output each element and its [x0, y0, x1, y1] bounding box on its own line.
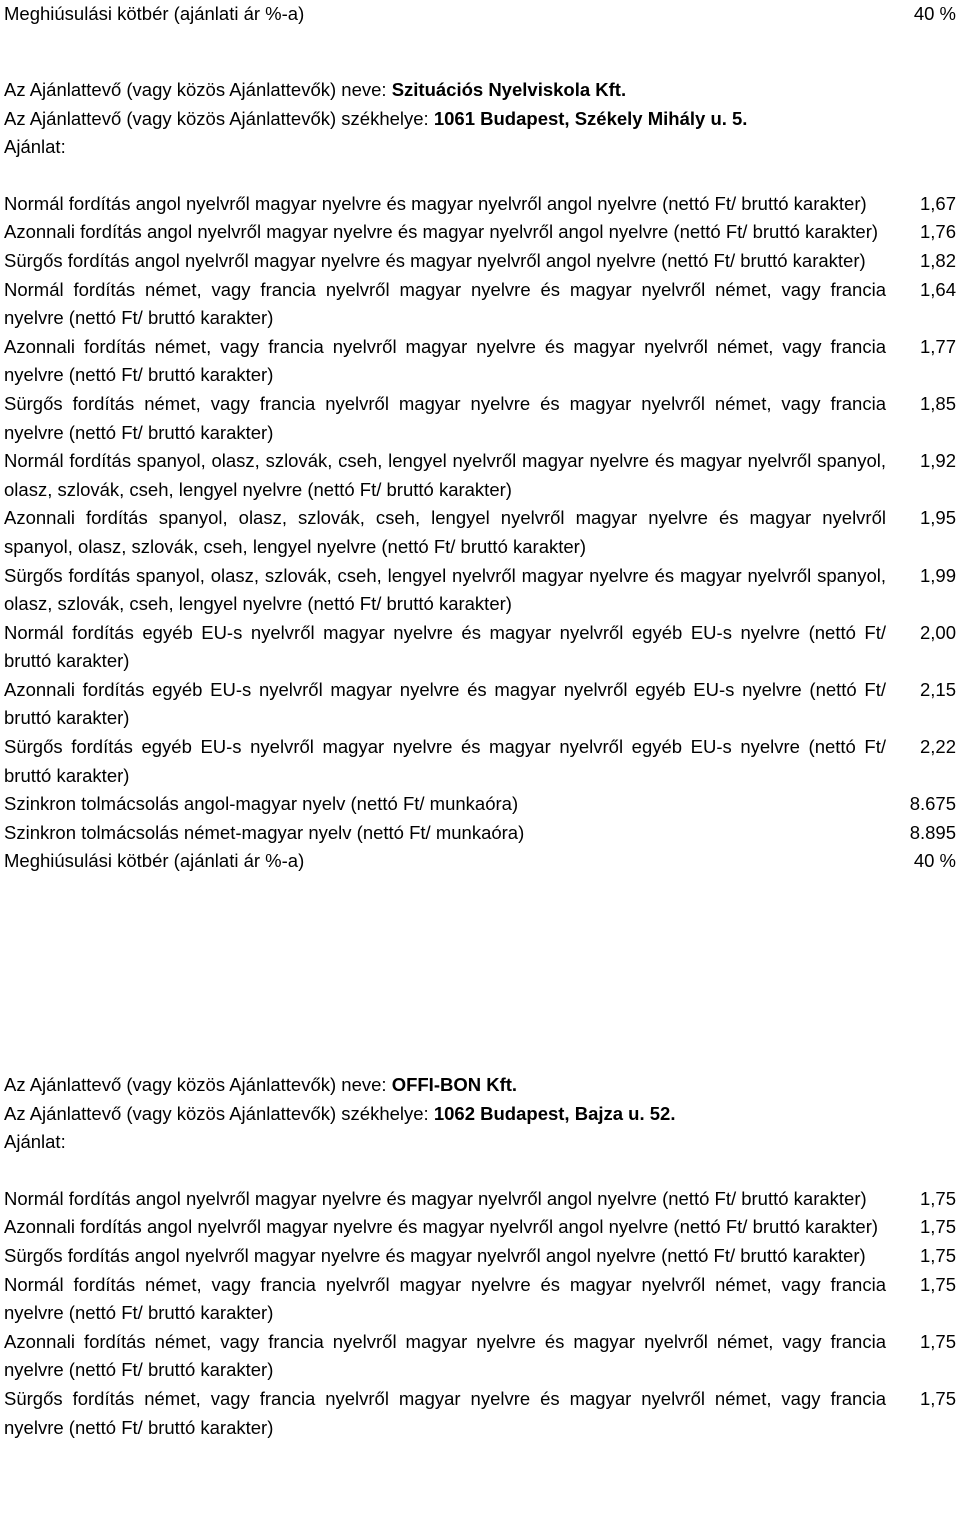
bidder-seat-prefix: Az Ajánlattevő (vagy közös Ajánlattevők) székhelye:	[4, 107, 434, 129]
offer-item-label: Normál fordítás egyéb EU-s nyelvről magyar nyelvre és magyar nyelvről egyéb EU-s nyelvre (nettó Ft/ bruttó karakter)	[4, 621, 886, 672]
offer-item	[4, 1385, 956, 1442]
offer-item	[4, 562, 956, 619]
penalty-line-top	[4, 0, 956, 29]
offer-item-label: Sürgős fordítás német, vagy francia nyelvről magyar nyelvre és magyar nyelvről német, vagy francia nyelvre (nettó Ft/ bruttó karakter)	[4, 392, 886, 443]
offer-item-value: 1,75	[919, 1273, 956, 1295]
offer-item-label: Sürgős fordítás német, vagy francia nyelvről magyar nyelvre és magyar nyelvről német, vagy francia nyelvre (nettó Ft/ bruttó karakter)	[4, 1387, 886, 1438]
offer-item	[4, 447, 956, 504]
offer-item-value: 1,99	[919, 564, 956, 586]
offer-item-label: Normál fordítás spanyol, olasz, szlovák, cseh, lengyel nyelvről magyar nyelvre és magyar nyelvről spanyol, olasz, szlovák, cseh, lengyel nyelvre (nettó Ft/ bruttó karakter)	[4, 450, 886, 500]
offer-item-value: 1,64	[919, 278, 956, 300]
offer-item-value: 8.675	[909, 793, 956, 815]
offer-item	[4, 733, 956, 790]
offer-item-label: Azonnali fordítás spanyol, olasz, szlovák, cseh, lengyel nyelvről magyar nyelvre és magyar nyelvről spanyol, olasz, szlovák, cseh, lengyel nyelvre (nettó Ft/ bruttó karakter)	[4, 507, 886, 557]
offer-item-label: Normál fordítás angol nyelvről magyar nyelvre és magyar nyelvről angol nyelvre (nettó Ft/ bruttó karakter)	[4, 192, 867, 214]
offer-item	[4, 1242, 956, 1271]
offer-item-value: 1,95	[919, 507, 956, 529]
penalty-value: 40 %	[913, 3, 956, 24]
bidder-name-prefix: Az Ajánlattevő (vagy közös Ajánlattevők) neve:	[4, 79, 392, 100]
offer-item-label: Meghiúsulási kötbér (ajánlati ár %-a)	[4, 850, 305, 872]
offer-item	[4, 333, 956, 390]
offer-item-value: 8.895	[909, 821, 956, 843]
offer-item-value: 1,82	[919, 249, 956, 271]
offer-item-value: 1,76	[919, 221, 956, 243]
offer-item-label: Szinkron tolmácsolás német-magyar nyelv (nettó Ft/ munkaóra)	[4, 821, 525, 843]
bidder-name-line	[4, 76, 956, 105]
offer-item	[4, 276, 956, 333]
offer-item-label: Szinkron tolmácsolás angol-magyar nyelv (nettó Ft/ munkaóra)	[4, 793, 519, 815]
offer-item	[4, 1185, 956, 1214]
offer-item-value: 2,15	[919, 678, 956, 700]
offer-item-label: Normál fordítás német, vagy francia nyelvről magyar nyelvre és magyar nyelvről német, vagy francia nyelvre (nettó Ft/ bruttó karakter)	[4, 278, 886, 329]
offer-item	[4, 1271, 956, 1328]
offer-item-value: 2,00	[919, 621, 956, 643]
offer-item-value: 40 %	[913, 850, 956, 872]
offer-item-label: Normál fordítás német, vagy francia nyelvről magyar nyelvre és magyar nyelvről német, vagy francia nyelvre (nettó Ft/ bruttó karakter)	[4, 1273, 886, 1324]
bidder-block-2	[4, 1071, 956, 1442]
offer-item	[4, 504, 956, 561]
offer-item-value: 1,85	[919, 392, 956, 414]
offer-single-item	[4, 819, 956, 848]
offer-item-label: Sürgős fordítás egyéb EU-s nyelvről magyar nyelvre és magyar nyelvről egyéb EU-s nyelvre (nettó Ft/ bruttó karakter)	[4, 736, 886, 786]
offer-single-item	[4, 790, 956, 819]
bidder-seat: 1061 Budapest, Székely Mihály u. 5.	[433, 107, 748, 129]
bidder-name-prefix: Az Ajánlattevő (vagy közös Ajánlattevők) neve:	[4, 1074, 392, 1095]
offer-item	[4, 190, 956, 219]
offer-item-value: 1,75	[919, 1244, 956, 1266]
offer-item-value: 1,77	[919, 335, 956, 357]
bidder-name-line	[4, 1071, 956, 1100]
offer-label: Ajánlat:	[4, 1131, 66, 1153]
offer-item-value: 1,75	[919, 1330, 956, 1352]
offer-item	[4, 247, 956, 276]
offer-item-label: Normál fordítás angol nyelvről magyar nyelvre és magyar nyelvről angol nyelvre (nettó Ft/ bruttó karakter)	[4, 1187, 867, 1209]
offer-item	[4, 619, 956, 676]
offer-item	[4, 390, 956, 447]
bidder-seat: 1062 Budapest, Bajza u. 52.	[433, 1102, 676, 1124]
offer-item-label: Azonnali fordítás angol nyelvről magyar nyelvre és magyar nyelvről angol nyelvre (nettó Ft/ bruttó karakter)	[4, 1216, 879, 1238]
bidder-block-1	[4, 76, 956, 876]
offer-item	[4, 1328, 956, 1385]
offer-item-value: 2,22	[919, 736, 956, 758]
offer-item-value: 1,75	[919, 1216, 956, 1238]
offer-item-label: Azonnali fordítás német, vagy francia nyelvről magyar nyelvre és magyar nyelvről német, vagy francia nyelvre (nettó Ft/ bruttó karakter)	[4, 1330, 886, 1381]
offer-item-label: Sürgős fordítás spanyol, olasz, szlovák, cseh, lengyel nyelvről magyar nyelvre és magyar nyelvről spanyol, olasz, szlovák, cseh, lengyel nyelvre (nettó Ft/ bruttó karakter)	[4, 564, 886, 615]
offer-item-value: 1,92	[919, 450, 956, 472]
bidder-seat-prefix: Az Ajánlattevő (vagy közös Ajánlattevők) székhelye:	[4, 1102, 434, 1124]
bidder-seat-line	[4, 105, 956, 134]
bidder-name: OFFI-BON Kft.	[391, 1074, 518, 1095]
offer-item-label: Azonnali fordítás német, vagy francia nyelvről magyar nyelvre és magyar nyelvről német, vagy francia nyelvre (nettó Ft/ bruttó karakter)	[4, 335, 886, 386]
offer-item-value: 1,75	[919, 1187, 956, 1209]
offer-item-value: 1,75	[919, 1387, 956, 1409]
bidder-name: Szituációs Nyelviskola Kft.	[391, 79, 627, 100]
offer-item-label: Azonnali fordítás egyéb EU-s nyelvről magyar nyelvre és magyar nyelvről egyéb EU-s nyelvre (nettó Ft/ bruttó karakter)	[4, 678, 886, 729]
offer-item-value: 1,67	[919, 192, 956, 214]
offer-item-label: Azonnali fordítás angol nyelvről magyar nyelvre és magyar nyelvről angol nyelvre (nettó Ft/ bruttó karakter)	[4, 221, 879, 243]
offer-item-label: Sürgős fordítás angol nyelvről magyar nyelvre és magyar nyelvről angol nyelvre (nettó Ft/ bruttó karakter)	[4, 249, 866, 271]
offer-item	[4, 218, 956, 247]
offer-item	[4, 1213, 956, 1242]
offer-single-item	[4, 847, 956, 876]
bidder-seat-line	[4, 1100, 956, 1129]
offer-label: Ajánlat:	[4, 136, 66, 158]
penalty-label: Meghiúsulási kötbér (ajánlati ár %-a)	[4, 3, 305, 24]
offer-item-label: Sürgős fordítás angol nyelvről magyar nyelvre és magyar nyelvről angol nyelvre (nettó Ft/ bruttó karakter)	[4, 1244, 866, 1266]
offer-item	[4, 676, 956, 733]
